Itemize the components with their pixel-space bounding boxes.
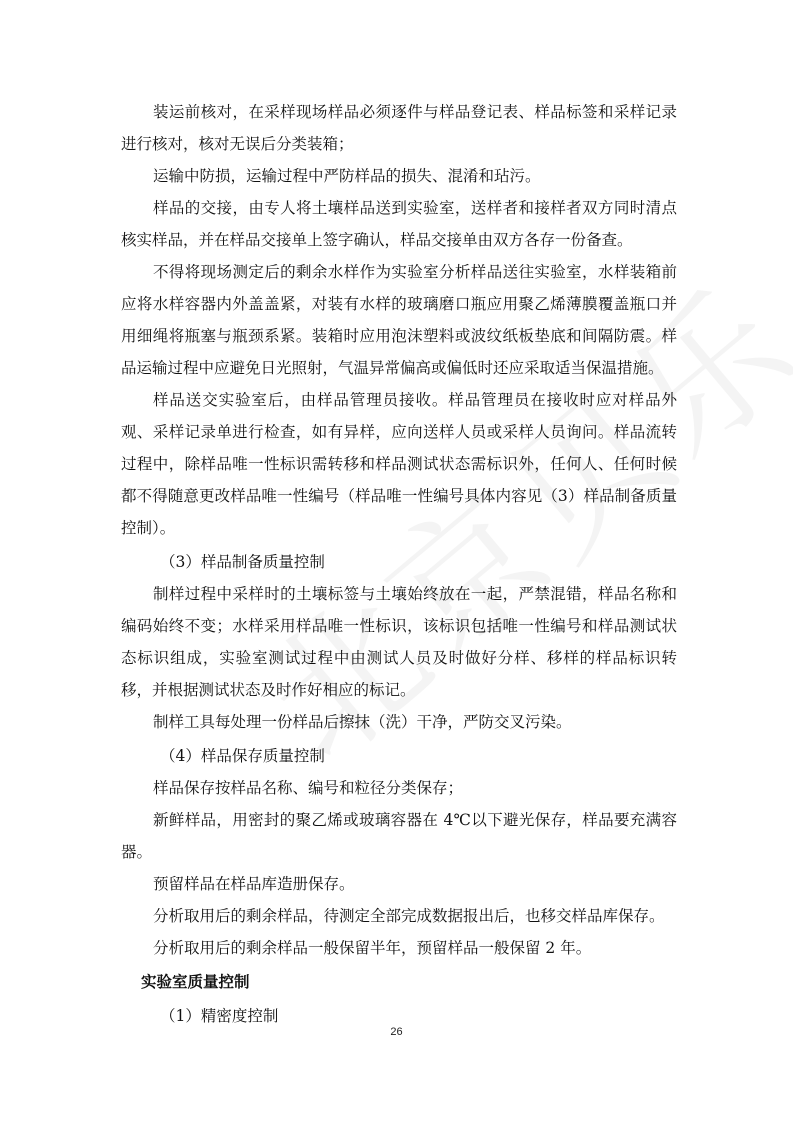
paragraph-sample-handover: 样品的交接，由专人将土壤样品送到实验室，送样者和接样者双方同时清点核实样品，并在样品交接单上签字确认，样品交接单由双方各存一份备查。 — [121, 199, 677, 249]
paragraph-storage-classification: 样品保存按样品名称、编号和粒径分类保存； — [153, 779, 464, 797]
paragraph-pre-shipment-check: 装运前核对，在采样现场样品必须逐件与样品登记表、样品标签和采样记录进行核对，核对无误后分类装箱； — [121, 103, 677, 153]
paragraph-retention-period: 分析取用后的剩余样品一般保留半年，预留样品一般保留 2 年。 — [153, 939, 592, 957]
section-3-title: （3）样品制备质量控制 — [160, 553, 325, 571]
paragraph-reserved-sample: 预留样品在样品库造册保存。 — [153, 875, 355, 893]
lab-quality-control-heading: 实验室质量控制 — [141, 973, 250, 991]
paragraph-tool-cleaning: 制样工具每处理一份样品后擦抹（洗）干净，严防交叉污染。 — [153, 713, 572, 731]
paragraph-fresh-sample-storage: 新鲜样品，用密封的聚乙烯或玻璃容器在 4℃以下避光保存，样品要充满容器。 — [121, 811, 677, 861]
page-body — [121, 96, 677, 1032]
section-4-title: （4）样品保存质量控制 — [160, 747, 325, 765]
paragraph-sample-preparation: 制样过程中采样时的土壤标签与土壤始终放在一起，严禁混错，样品名称和编码始终不变；水样采用样品唯一性标识，该标识包括唯一性编号和样品测试状态标识组成，实验室测试过程中由测试人员及时做好分样、移样的样品标识转移，并根据测试状态及时作好相应的标记。 — [121, 585, 677, 699]
paragraph-sample-receipt: 样品送交实验室后，由样品管理员接收。样品管理员在接收时应对样品外观、采样记录单进行检查，如有异样，应向送样人员或采样人员询问。样品流转过程中，除样品唯一性标识需转移和样品测试状态需标识外，任何人、任何时候都不得随意更改样品唯一性编号（样品唯一性编号具体内容见（3）样品制备质量控制）。 — [121, 391, 677, 537]
paragraph-water-sample-packing: 不得将现场测定后的剩余水样作为实验室分析样品送往实验室，水样装箱前应将水样容器内外盖盖紧，对装有水样的玻璃磨口瓶应用聚乙烯薄膜覆盖瓶口并用细绳将瓶塞与瓶颈系紧。装箱时应用泡沫塑料或波纹纸板垫底和间隔防震。样品运输过程中应避免日光照射，气温异常偏高或偏低时还应采取适当保温措施。 — [121, 263, 677, 377]
page-number: 26 — [390, 1026, 403, 1038]
paragraph-transport-protection: 运输中防损，运输过程中严防样品的损失、混淆和玷污。 — [153, 167, 541, 185]
paragraph-remaining-sample-transfer: 分析取用后的剩余样品，待测定全部完成数据报出后，也移交样品库保存。 — [153, 907, 665, 925]
subsection-1-title: （1）精密度控制 — [160, 1007, 279, 1025]
